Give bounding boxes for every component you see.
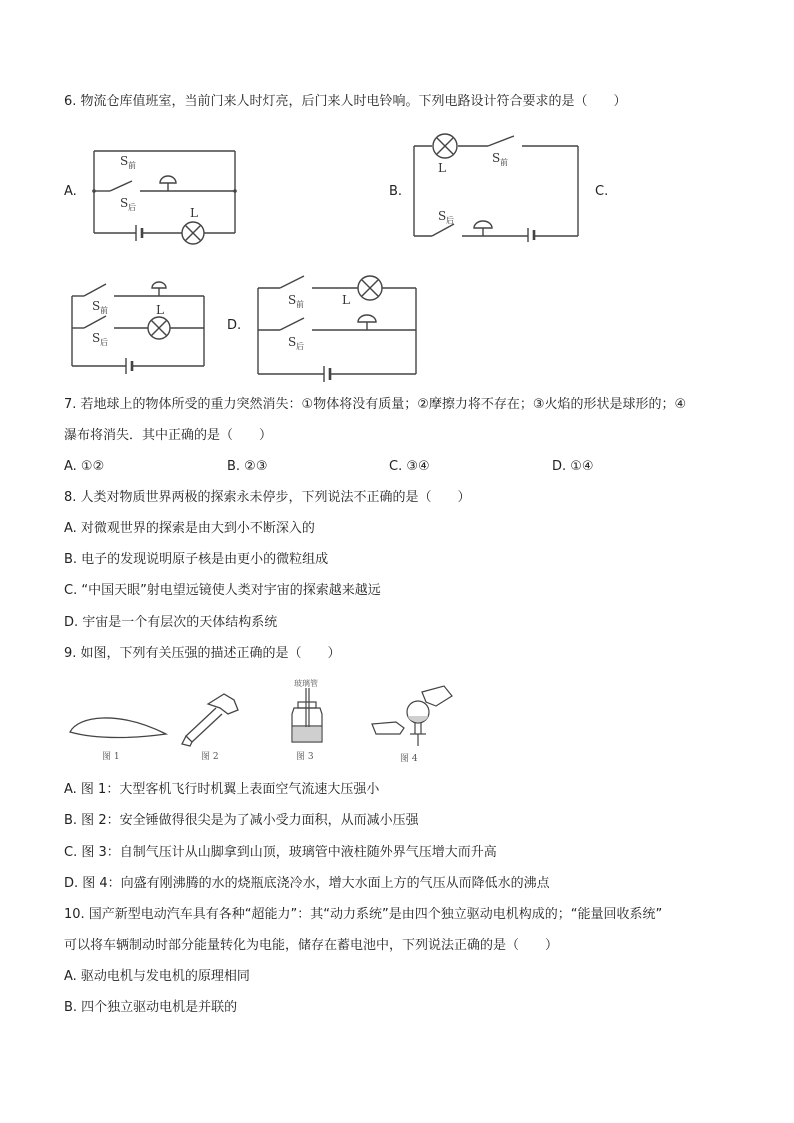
q8-option-c[interactable]: C. “中国天眼”射电望远镜使人类对宇宙的探索越来越远 (64, 583, 381, 598)
q6-option-d-label[interactable]: D. (227, 318, 242, 333)
q9-option-d[interactable]: D. 图 4：向盛有刚沸腾的水的烧瓶底浇冷水，增大水面上方的气压从而降低水的沸点 (64, 876, 550, 891)
q7-option-a[interactable]: A. ①② (64, 459, 105, 474)
label-s-back: S (288, 335, 297, 349)
label-front-sub: 前 (128, 161, 136, 170)
figure-3-caption: 图 3 (296, 752, 314, 762)
q6-option-b-label[interactable]: B. (389, 184, 403, 199)
circuit-diagram-b (410, 130, 582, 242)
figure-3-tube-label: 玻璃管 (294, 679, 318, 688)
label-s-front: S (492, 151, 501, 165)
q9-option-c[interactable]: C. 图 3：自制气压计从山脚拿到山顶，玻璃管中液柱随外界气压增大而升高 (64, 845, 497, 860)
label-s-back: S (438, 209, 447, 223)
q7-option-b[interactable]: B. ②③ (227, 459, 268, 474)
label-front-sub: 前 (500, 158, 508, 167)
q10-stem-line1: 10. 国产新型电动汽车具有各种“超能力”：其“动力系统”是由四个独立驱动电机构成的；“能量回收系统” (64, 907, 663, 922)
label-back-sub: 后 (446, 216, 454, 225)
q10-option-a[interactable]: A. 驱动电机与发电机的原理相同 (64, 969, 250, 984)
figure-2-safety-hammer (178, 692, 244, 748)
q8-option-a[interactable]: A. 对微观世界的探索是由大到小不断深入的 (64, 521, 315, 536)
q7-option-d[interactable]: D. ①④ (552, 459, 594, 474)
label-lamp: L (190, 206, 198, 220)
label-back-sub: 后 (100, 338, 108, 347)
label-s-back: S (120, 196, 129, 210)
q6-stem: 6. 物流仓库值班室，当前门来人时灯亮，后门来人时电铃响。下列电路设计符合要求的是（ ） (64, 94, 627, 109)
label-front-sub: 前 (296, 300, 304, 309)
label-lamp: L (342, 293, 350, 307)
q10-stem-line2: 可以将车辆制动时部分能量转化为电能，储存在蓄电池中，下列说法正确的是（ ） (64, 938, 559, 953)
q7-option-c[interactable]: C. ③④ (389, 459, 430, 474)
q6-option-c-label[interactable]: C. (595, 184, 609, 199)
label-back-sub: 后 (128, 203, 136, 212)
figure-4-caption: 图 4 (400, 754, 418, 764)
label-lamp: L (438, 161, 446, 175)
label-s-back: S (92, 331, 101, 345)
q8-option-b[interactable]: B. 电子的发现说明原子核是由更小的微粒组成 (64, 552, 329, 567)
figure-1-caption: 图 1 (102, 752, 120, 762)
label-lamp: L (156, 303, 164, 317)
q7-stem-line1: 7. 若地球上的物体所受的重力突然消失：①物体将没有质量；②摩擦力将不存在；③火焰的形状是球形的；④ (64, 397, 687, 412)
label-s-front: S (288, 293, 297, 307)
label-s-front: S (92, 299, 101, 313)
circuit-diagram-d (254, 270, 420, 388)
figure-1-wing (68, 712, 170, 742)
q6-option-a-label[interactable]: A. (64, 184, 77, 199)
q8-stem: 8. 人类对物质世界两极的探索永未停步，下列说法不正确的是（ ） (64, 490, 471, 505)
label-s-front: S (120, 154, 129, 168)
label-back-sub: 后 (296, 342, 304, 351)
q9-option-b[interactable]: B. 图 2：安全锤做得很尖是为了减小受力面积，从而减小压强 (64, 813, 419, 828)
label-front-sub: 前 (100, 306, 108, 315)
q9-option-a[interactable]: A. 图 1：大型客机飞行时机翼上表面空气流速大压强小 (64, 782, 380, 797)
q9-stem: 9. 如图，下列有关压强的描述正确的是（ ） (64, 646, 341, 661)
q8-option-d[interactable]: D. 宇宙是一个有层次的天体结构系统 (64, 615, 278, 630)
figure-2-caption: 图 2 (201, 752, 219, 762)
figure-3-barometer (286, 688, 326, 746)
q7-stem-line2: 瀑布将消失．其中正确的是（ ） (64, 428, 273, 443)
q10-option-b[interactable]: B. 四个独立驱动电机是并联的 (64, 1000, 238, 1015)
figure-4-flask (370, 684, 456, 750)
circuit-diagram-a (90, 145, 240, 241)
circuit-diagram-c (68, 278, 208, 370)
